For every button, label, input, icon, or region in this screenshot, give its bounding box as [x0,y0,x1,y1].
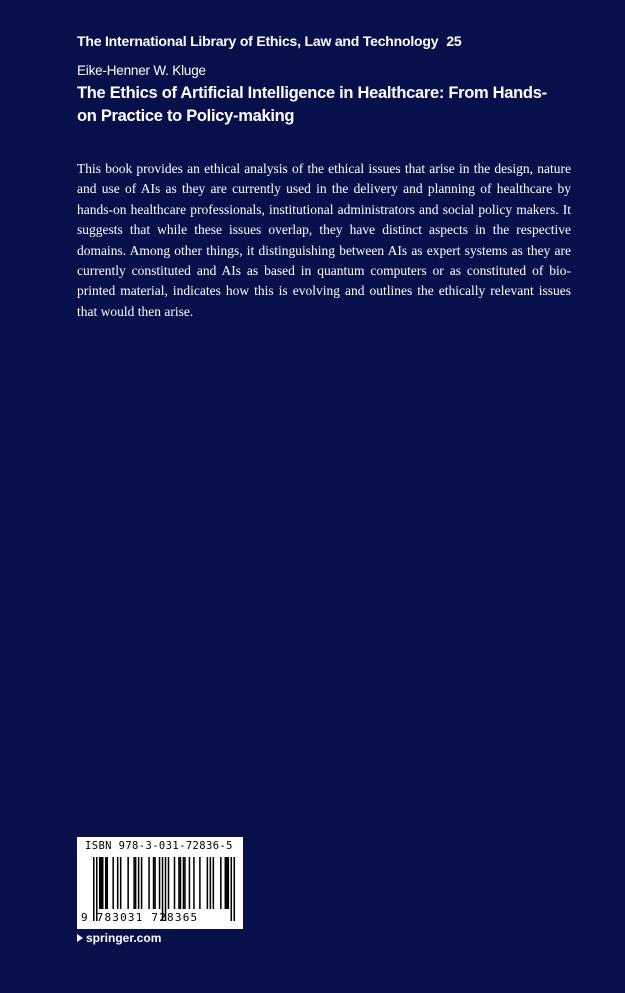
barcode-bar [193,857,195,909]
barcode-bar [183,857,185,909]
isbn-label: ISBN 978-3-031-72836-5 [85,840,233,852]
barcode-bar [106,857,108,909]
author-name: Eike-Henner W. Kluge [77,63,206,78]
barcode-bar [184,857,186,909]
barcode-bar [189,857,191,909]
barcode-bar [117,857,119,909]
barcode-bar [120,857,122,909]
arrow-right-icon [77,934,83,942]
barcode-bar [226,857,228,909]
series-volume: 25 [446,33,462,49]
book-description: This book provides an ethical analysis of the ethical issues that arise in the design, nature and use of AIs as they are currently used in the delivery and planning of healthcare by hands-on healthcare professionals, institutional administrators and social policy makers. It suggests that while these issues overlap, they have distinct aspects in the respective domains. Among other things, it distinguishing between AIs as expert systems as they are currently constituted and AIs as based in quantum computers or as constituted of bio-printed material, indicates how this is evolving and outlines the ethically relevant issues that would then arise. [77,161,571,319]
barcode-bar [153,857,155,909]
barcode-digits: 9 783031 728365 [81,911,199,924]
barcode-bar [207,857,209,909]
barcode-bar [133,857,135,909]
series-title [77,33,462,49]
barcode-bar [138,857,140,909]
publisher-url: springer.com [86,931,162,945]
book-title: The Ethics of Artificial Intelligence in Healthcare: From Hands-on Practice to Policy-making [77,84,547,125]
barcode-bar [135,857,137,909]
barcode-bar [174,857,176,909]
barcode-bar [178,857,180,909]
barcode-bar [210,857,212,909]
barcode-bar [112,857,114,909]
barcode-bar [180,857,182,909]
barcode-bar [148,857,150,909]
publisher-link[interactable] [77,931,161,945]
barcode-bar [231,857,233,921]
barcode-bar [99,857,101,909]
barcode-bar [225,857,227,909]
barcode-bar [168,857,170,909]
isbn-barcode [77,837,243,929]
barcode-bar [199,857,201,909]
barcode-bar [159,857,161,909]
barcode-bar [213,857,215,909]
barcode-bar [154,857,156,909]
barcode-bar [234,857,236,921]
barcode-bar [220,857,222,909]
barcode-bar [100,857,102,909]
series-name: The International Library of Ethics, Law and Technology [77,33,439,49]
barcode-bar [141,857,143,909]
barcode-bar [102,857,104,909]
barcode-bar [228,857,230,909]
barcode-bar [127,857,129,909]
barcode-bar [105,857,107,909]
